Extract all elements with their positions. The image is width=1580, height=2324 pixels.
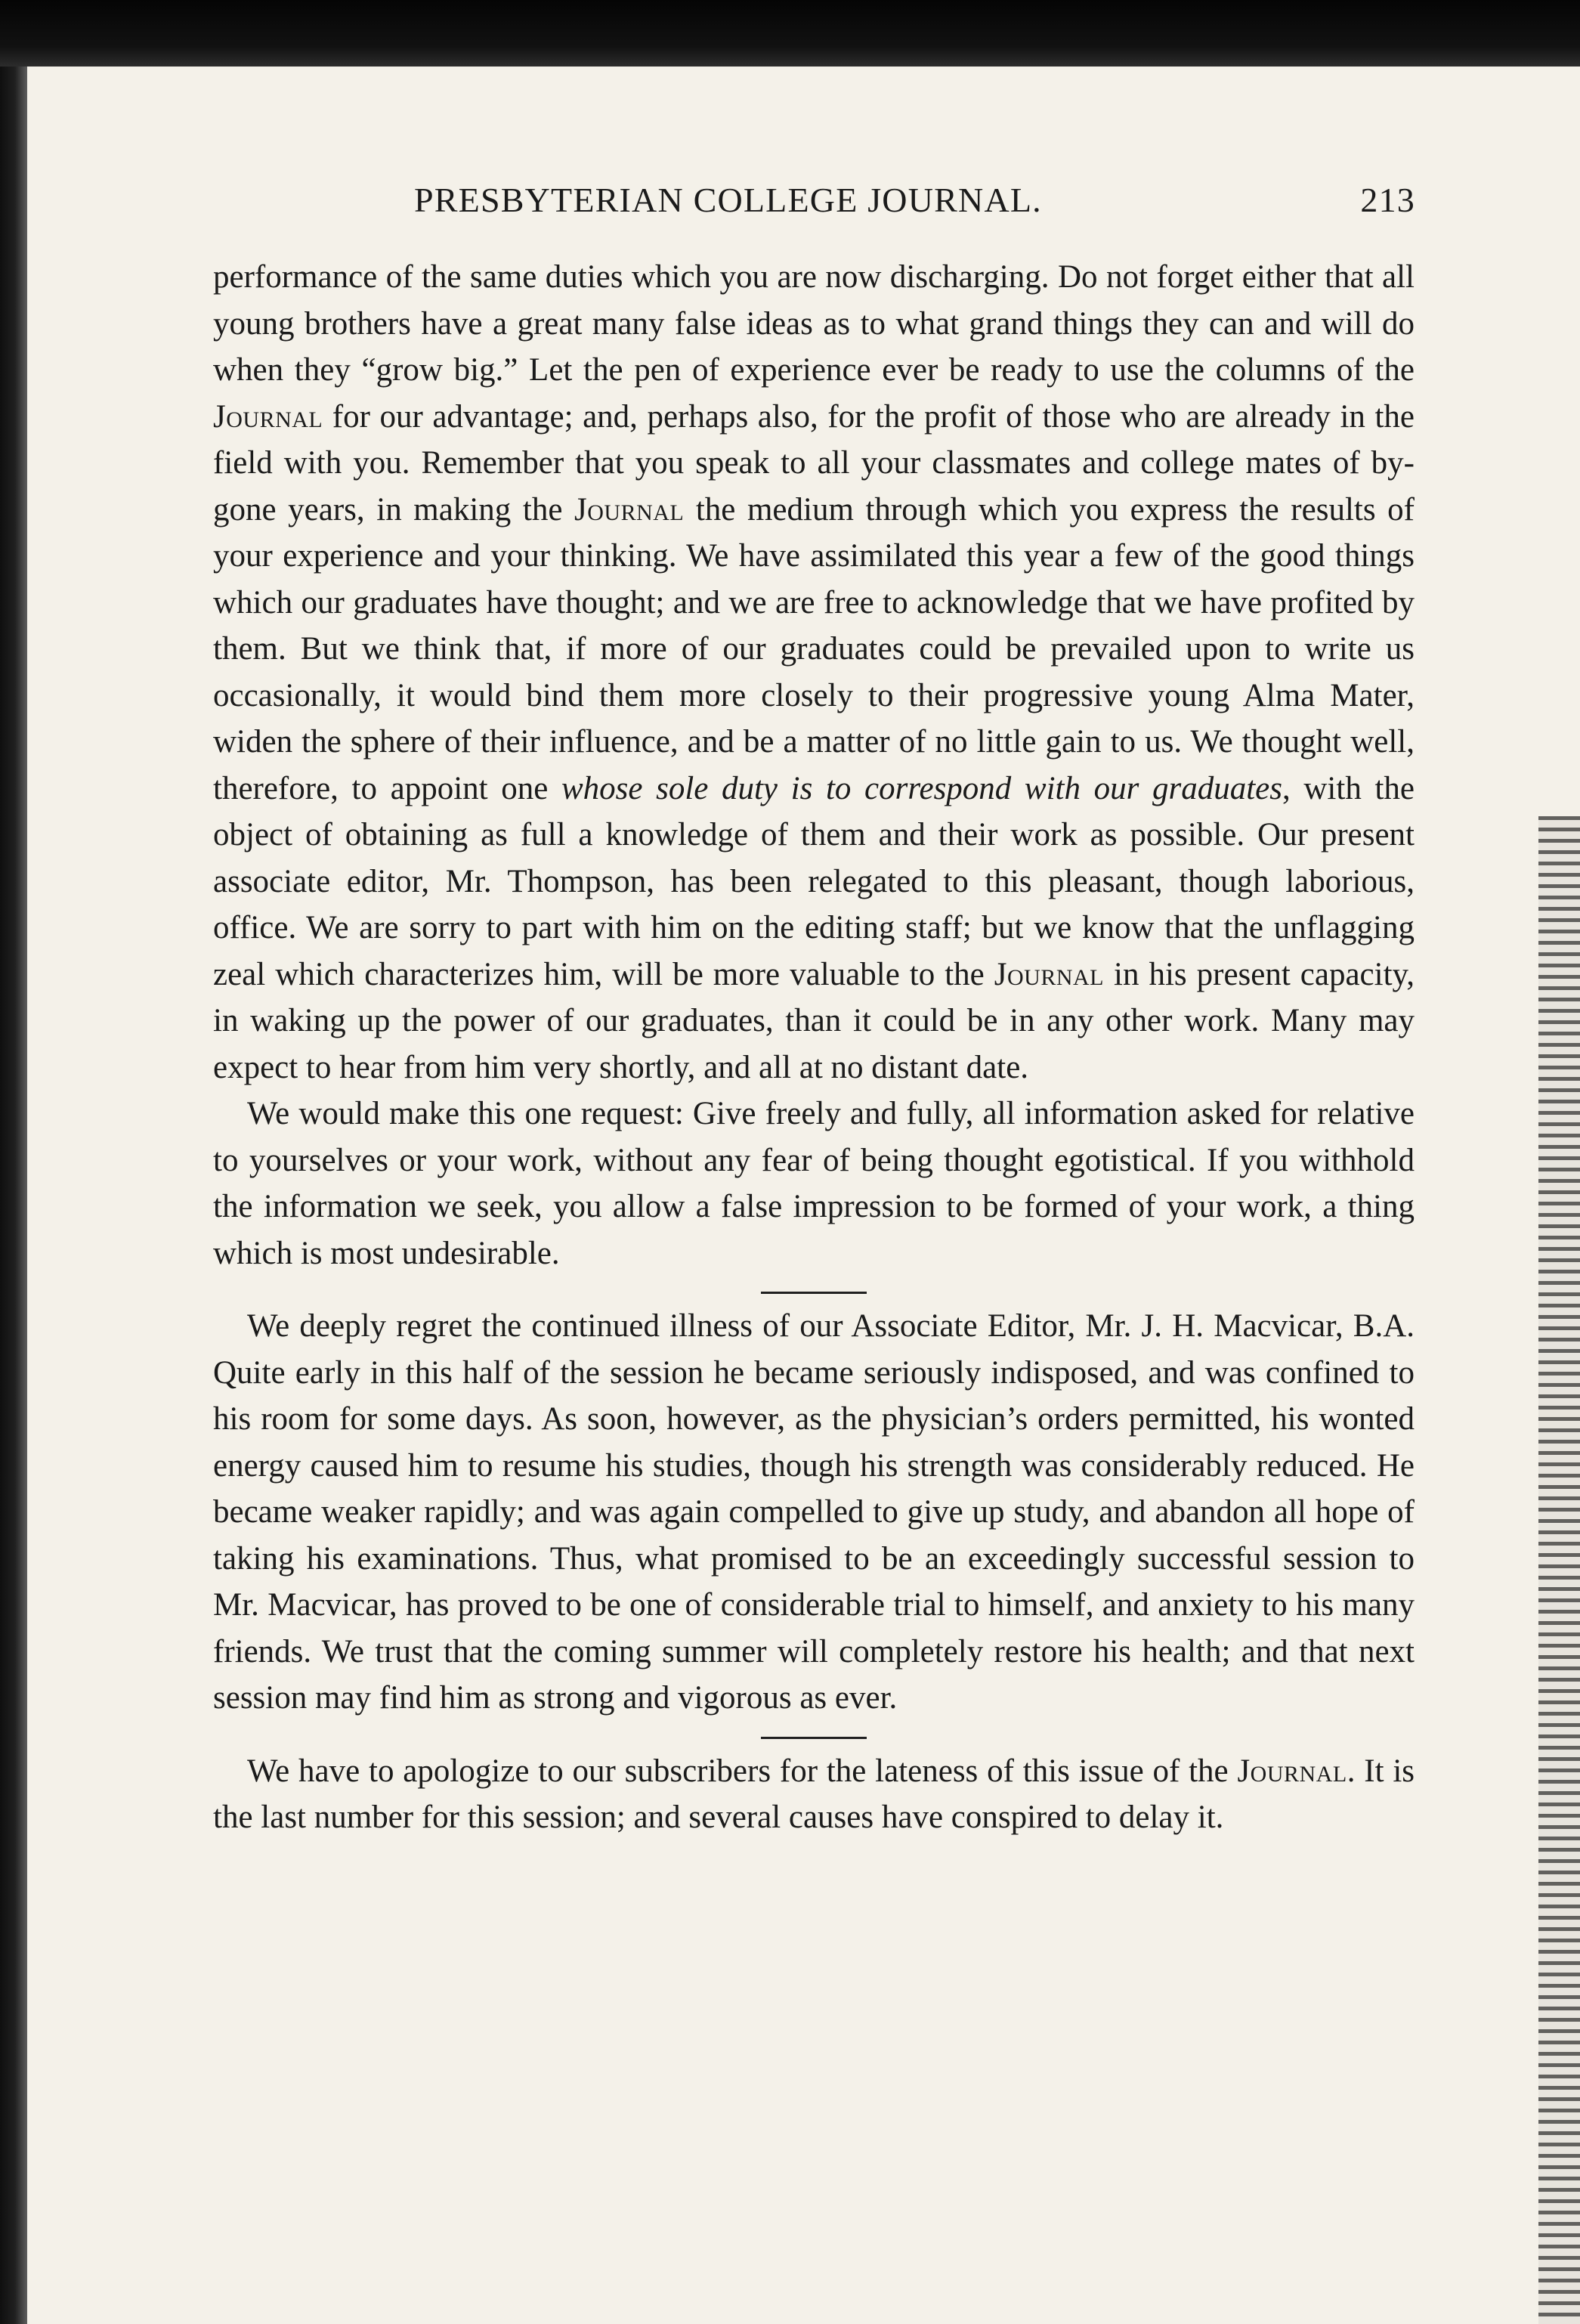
paragraph-text: . It is the last number for this session; and several causes have conspired to delay it. [213, 1753, 1415, 1835]
paragraph-text: for our advantage; and, perhaps also, for the profit of those who are already in the field with you. Remember that you speak to all your classmates and college mates of by-gone years, in making the [213, 398, 1415, 528]
section-divider [761, 1292, 867, 1294]
paragraph-text: performance of the same duties which you are now discharging. Do not forget either that all young brothers have a great many false ideas as to what grand things they can and will do when they “grow big.” Let the pen of experience ever be ready to use the columns of the [213, 259, 1415, 388]
request-paragraph: We would make this one request: Give freely and fully, all information asked for relative to yourselves or your work, without any fear of being thought egotistical. If you withhold the information we seek, you allow a false impression to be formed of your work, a thing which is most undesirable. [213, 1096, 1415, 1271]
page-number: 213 [1360, 181, 1415, 219]
continued-paragraph [213, 254, 1415, 1091]
running-title: PRESBYTERIAN COLLEGE JOURNAL. [414, 181, 1042, 219]
paragraph-text: , with the object of obtaining as full a knowledge of them and their work as possible. Our present associate editor, Mr. Thompson, has been relegated to this pleasant, though laborious, office. We are sorry to part with him on the editing staff; but we know that the unflagging zeal which characterizes him, will be more valuable to the [213, 770, 1415, 992]
top-scan-band [0, 0, 1580, 67]
paragraph-text: the medium through which you express the results of your experience and your thinking. We have assimilated this year a few of the good things which our graduates have thought; and we are free to acknowledge that we have profited by them. But we think that, if more of our graduates could be prevailed upon to write us occasionally, it would bind them more closely to their progressive young Alma Mater, widen the sphere of their influence, and be a matter of no little gain to us. We thought well, therefore, to appoint one [213, 491, 1415, 806]
section-divider [761, 1737, 867, 1739]
journal-name: Journal [213, 398, 323, 435]
journal-name: Journal [1237, 1753, 1347, 1789]
paragraph-text: in his present capacity, in waking up the power of our graduates, than it could be in any other work. Many may expect to hear from him very shortly, and all at no distant date. [213, 956, 1415, 1085]
apology-paragraph [213, 1748, 1415, 1841]
italic-duty-phrase: whose sole duty is to correspond with our graduates [561, 770, 1282, 806]
left-binding-edge [0, 67, 27, 2324]
journal-name: Journal [574, 491, 685, 528]
illness-paragraph: We deeply regret the continued illness of our Associate Editor, Mr. J. H. Macvicar, B.A. Quite early in this half of the session he became seriously indisposed, and was confined to his room for some days. As soon, however, as the physician’s orders permitted, his wonted energy caused him to resume his studies, though his strength was considerably reduced. He became weaker rapidly; and was again compelled to give up study, and abandon all hope of taking his examinations. Thus, what promised to be an exceedingly successful session to Mr. Macvicar, has proved to be one of considerable trial to himself, and anxiety to his many friends. We trust that the coming summer will completely restore his health; and that next session may find him as strong and vigorous as ever. [213, 1308, 1415, 1716]
page-header [414, 180, 1415, 233]
article-text [213, 254, 1415, 1841]
paragraph-text: We have to apologize to our subscribers for the lateness of this issue of the [247, 1753, 1238, 1789]
right-scan-edge [1538, 816, 1580, 2324]
journal-name: Journal [994, 956, 1104, 992]
